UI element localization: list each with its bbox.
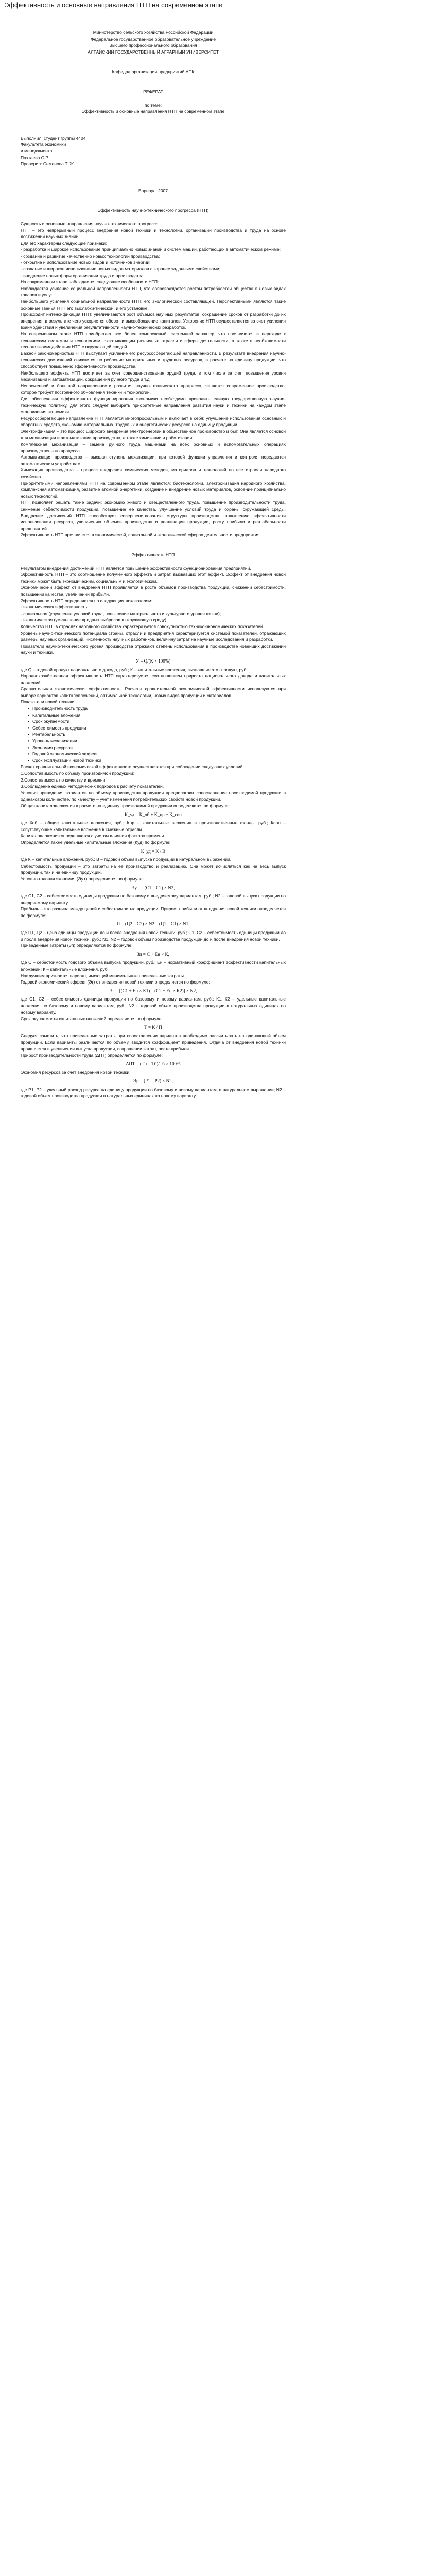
paragraph: где С – себестоимость годового объема выпуска продукции, руб.; Ен – нормативный коэффициент эффективности капитальных вложений; К – капитальные вложения, руб. xyxy=(21,960,286,972)
paragraph: Приведенные затраты (Зп) определяются по формуле: xyxy=(21,943,133,948)
paragraph: где Ц1, Ц2 – цена единицы продукции до и после внедрения новой техники, руб.; С1, С2 – себестоимость единицы продукции до и после внедрения новой техники, руб.; N1, N2 – годовой объем производства продукции до и после внедрения новой техники. xyxy=(21,930,286,942)
paragraph: Комплексная механизация – замена ручного труда машинами на всех основных и вспомогательных операциях производственного процесса. xyxy=(21,442,286,453)
university-line: АЛТАЙСКИЙ ГОСУДАРСТВЕННЫЙ АГРАРНЫЙ УНИВЕРСИТЕТ xyxy=(88,49,219,55)
paragraph: Прибыль – это разница между ценой и себестоимостью продукции. Прирост прибыли от внедрения новой техники определяется по формуле: xyxy=(21,906,286,918)
student-line: Проверил: Семенова Т. Ж. xyxy=(21,161,75,167)
education-level-line: Высшего профессионального образования xyxy=(109,43,197,48)
list-item: • Уровень механизации xyxy=(28,738,286,744)
paragraph: Эффективность НТП – это соотношение полученного эффекта и затрат, вызвавших этот эффект. Эффект от внедрения новой техники может быть экономическим, социальным и экологическим. xyxy=(21,572,286,584)
formula: К_уд = К_об + К_пр + К_соп xyxy=(125,811,182,817)
list-item: • Годовой экономический эффект xyxy=(28,751,286,757)
paragraph: Показатели научно-технического уровня производства отражают степень использования в производстве новейших достижений науки и техники. xyxy=(21,643,286,655)
paragraph: Условия приведения вариантов по объему производства продукции предполагают сопоставление производимой продукции в одинаковом количестве, по качеству – учет изменения потребительских свойств новой продукции. xyxy=(21,790,286,802)
paragraph: Наибольшего эффекта НТП достигает за счет совершенствования орудий труда, в том числе за счет повышения уровня механизации и автоматизации, сокращения ручного труда и т.д. xyxy=(21,370,286,382)
paragraph: Срок окупаемости капитальных вложений определяется по формуле: xyxy=(21,1016,163,1022)
paragraph: 1.Сопоставимость по объему производимой продукции; xyxy=(21,771,134,776)
section-heading: Эффективность НТП xyxy=(131,552,175,557)
student-line: Выполнил: студент группы 4404 xyxy=(21,135,86,141)
paragraph: где С1, С2 – себестоимость единицы продукции по базовому и внедряемому вариантам, руб.; N2 – годовой выпуск продукции по внедряемому варианту. xyxy=(21,893,286,905)
paragraph: Наилучшим признается вариант, имеющий минимальные приведенные затраты. xyxy=(21,973,185,978)
paragraph: Себестоимость продукции – это затраты на ее производство и реализацию. Она может исчисляться как на весь выпуск продукции, так и на единицу продукции. xyxy=(21,863,286,875)
paragraph: - экологическая (уменьшение вредных выбросов в окружающую среду). xyxy=(21,617,168,623)
paragraph: Для его характерны следующие признаки: xyxy=(21,240,107,246)
section-ntp-efficiency xyxy=(21,552,286,1099)
student-line: и менеджмента xyxy=(21,148,53,154)
formula: Т = К / П xyxy=(144,1024,162,1030)
formula: Эг = [(С1 + Ен × К1) – (С2 + Ен × К2)] × N2, xyxy=(109,988,197,993)
list-item: • Экономия ресурсов xyxy=(28,744,286,751)
paragraph: Эффективность НТП проявляется в экономической, социальной и экологической сферах деятельности предприятия. xyxy=(21,532,261,538)
formula: Эр = (Р1 – Р2) × N2, xyxy=(133,1078,173,1083)
paragraph: Электрификация – это процесс широкого внедрения электроэнергии в общественное производство и быт. Она является основой для механизации и автоматизации производства, а также химизации и роботизации. xyxy=(21,428,286,440)
paragraph: Экономический эффект от внедрения НТП проявляется в росте объемов производства продукции, снижении себестоимости, повышении качества, увеличении прибыли. xyxy=(21,585,286,597)
paragraph: Расчет сравнительной экономической эффективности осуществляется при соблюдении следующих условий: xyxy=(21,764,244,770)
paragraph: Уровень научно-технического потенциала страны, отрасли и предприятия характеризуется системой показателей, отражающих размеры научных организаций, численность научных работников, величину затрат на научные исследования и разработки. xyxy=(21,630,286,642)
student-line: Пахтаева С.Р. xyxy=(21,155,49,160)
paragraph: Важной закономерностью НТП выступает усиление его ресурсосберегающей направленности. В результате внедрения научно-технических достижений снижается потребление материальных и трудовых ресурсов, в расчете на единицу продукции, что способствует повышению эффективности производства. xyxy=(21,350,286,369)
paragraph: - экономическая эффективность; xyxy=(21,604,89,610)
paragraph: где Р1, Р2 – удельный расход ресурса на единицу продукции по базовому и новому вариантам, в натуральном выражении; N2 – годовой объем производства продукции в натуральных единицах по новому варианту. xyxy=(21,1087,286,1099)
student-info xyxy=(21,135,286,167)
paragraph: Химизация производства – процесс внедрения химических методов, материалов и технологий во все отрасли народного хозяйства. xyxy=(21,467,286,480)
paragraph: 2.Сопоставимость по качеству и времени; xyxy=(21,777,107,783)
topic-line: Эффективность и основные направления НТП на современном этапе xyxy=(81,109,225,114)
paragraph: НТП позволяет решать такие задачи: экономию живого и овеществленного труда, повышение производительности труда, снижение себестоимости продукции, повышение ее качества, улучшение условий труда и охраны окружающей среды. Внедрение достижений НТП способствует совершенствованию структуры производства, повышению эффективности использования ресурсов, увеличению объемов производства и реализации продукции, росту прибыли и рентабельности предприятий. xyxy=(21,500,286,531)
paragraph: - открытие и использование новых видов и источников энергии; xyxy=(21,260,151,265)
paragraph: Ресурсосберегающее направление НТП является многопрофильным и включает в себя: улучшение использования основных и оборотных средств, экономию материальных, трудовых и энергетических ресурсов на единицу продукции. xyxy=(21,415,286,428)
paragraph: Происходит интенсификация НТП: увеличиваются рост объемов научных результатов, сокращение сроков от разработки до их внедрения, в результате чего ускоряется оборот и высвобождение капиталов. Ускорение НТП осуществляется за счет усиления взаимодействия и увеличения результативности научно-технических разработок. xyxy=(21,312,286,330)
formula: К_уд = К / В xyxy=(141,848,166,854)
indicator-list xyxy=(21,705,286,764)
list-item: • Рентабельность xyxy=(28,731,286,738)
paragraph: Результатом внедрения достижений НТП является повышение эффективности функционирования предприятий. xyxy=(21,565,251,571)
formula: ΔПТ = (Тн – Тб)/Тб × 100% xyxy=(126,1061,181,1066)
title-page xyxy=(21,29,286,194)
formula: У = Q/(К × 100%) xyxy=(135,658,171,664)
paragraph: - создание и развитие качественно новых технологий производства; xyxy=(21,253,160,259)
paragraph: 3.Соблюдение единых методических подходов к расчету показателей. xyxy=(21,784,164,789)
list-item: • Срок эксплуатации новой техники xyxy=(28,757,286,764)
paragraph: Общая капиталовложения в расчете на единицу производимой продукции определяются по формуле: xyxy=(21,803,230,808)
paragraph: Количество НТП в отраслях народного хозяйства характеризуется совокупностью технико-экономических показателей. xyxy=(21,623,265,629)
section-heading: Эффективность научно-технического прогресса (НТП) xyxy=(97,208,209,213)
formula: Зп = С + Ен × К, xyxy=(137,951,169,957)
ministry-line: Министерство сельского хозяйства Российской Федерации xyxy=(93,30,214,35)
list-item: • Капитальные вложения xyxy=(28,712,286,719)
list-item: • Срок окупаемости xyxy=(28,718,286,725)
list-item: • Производительность труда xyxy=(28,705,286,712)
paragraph: Капиталовложения определяются с учетом влияния фактора времени. xyxy=(21,833,165,839)
page-title: Эффективность и основные направления НТП на современном этапе xyxy=(0,0,436,23)
paragraph: НТП – это непрерывный процесс внедрения новой техники и технологии, организации производства и труда на основе достижений научных знаний. xyxy=(21,227,286,240)
city-year: Барнаул, 2007 xyxy=(138,188,168,193)
paragraph: Непременной и большой направленности развития научно-технического прогресса, является современное производство, которое требует постоянного обновления техники и технологии. xyxy=(21,383,286,395)
paragraph: Условно-годовая экономия (Эу.г) определяется по формуле: xyxy=(21,876,144,882)
paragraph: Приоритетными направлениями НТП на современном этапе являются: биотехнологии, электронизация народного хозяйства, комплексная автоматизация, развитие атомной энергетики, создание и внедрение новых материалов, освоение принципиально новых технологий. xyxy=(21,480,286,499)
paragraph: - создание и широкое использование новых видов материалов с заранее заданными свойствами; xyxy=(21,266,221,272)
paragraph: Показатели новой техники: xyxy=(21,699,76,705)
paragraph: Сущность и основные направления научно-технического прогресса xyxy=(21,221,159,226)
section-ntp-essence xyxy=(21,207,286,538)
paragraph: Автоматизация производства – высшая ступень механизации, при которой функции управления и контроля передаются автоматическим устройствам. xyxy=(21,454,286,466)
paragraph: Эффективность НТП определяется по следующим показателям: xyxy=(21,598,153,603)
paragraph: Народнохозяйственная эффективность НТП характеризуется соотношением прироста национального дохода и капитальных вложений. xyxy=(21,673,286,685)
paragraph: Для обеспечения эффективного функционирования экономики необходимо проводить единую государственную научно-техническую политику, для этого следует выбирать приоритетные направления развития науки и техники на каждом этапе становления экономики. xyxy=(21,396,286,415)
paragraph: где К – капитальные вложения, руб.; В – годовой объем выпуска продукции в натуральном выражении. xyxy=(21,857,232,862)
paragraph: На современном этапе наблюдается следующие особенности НТП: xyxy=(21,279,159,285)
paragraph: На современном этапе НТП приобретает все более комплексный, системный характер, что проявляется в переходе к техническим системам и технологиям, охватывающим различные отрасли и сферы деятельности, а также в необходимости тесного взаимодействия НТП с окружающей средой. xyxy=(21,331,286,350)
formula: П = (Ц2 – С2) × N2 – (Ц1 – С1) × N1, xyxy=(116,921,190,927)
paragraph: где Коб – общие капитальные вложения, руб.; Кпр – капитальные вложения в производственные фонды, руб.; Ксоп – сопутствующие капитальные вложения в смежные отрасли. xyxy=(21,820,286,832)
document-body xyxy=(21,23,286,1099)
paragraph: Прирост производительности труда (ΔПТ) определяется по формуле: xyxy=(21,1053,163,1058)
paragraph: Годовой экономический эффект (Эг) от внедрения новой техники определяется по формуле: xyxy=(21,979,210,985)
paragraph: - социальная (улучшение условий труда, повышение материального и культурного уровня жизни); xyxy=(21,611,221,616)
paragraph: Следует заметить, что приведенные затраты при сопоставлении вариантов необходимо рассчитывать на одинаковый объем продукции. Если варианты различаются по объему, вводится коэффициент приведения. Отдача от внедрения новой техники проявляется в увеличении выпуска продукции, сокращении затрат, росте прибыли. xyxy=(21,1033,286,1052)
formula: Эу.г = (С1 – С2) × N2, xyxy=(131,885,175,890)
paragraph: - внедрение новых форм организации труда и производства. xyxy=(21,273,145,278)
paragraph: где С1, С2 – себестоимость единицы продукции по базовому и новому вариантам, руб.; К1, К2 – удельные капитальные вложения по базовому и новому вариантам, руб.; N2 – годовой объем производства продукции в натуральных единицах по новому варианту. xyxy=(21,996,286,1015)
paragraph: - разработка и широкое использование принципиально новых знаний и систем машин, работающих в автоматическом режиме; xyxy=(21,247,281,252)
paragraph: где Q – годовой продукт национального дохода, руб.; К – капитальные вложения, вызвавшие этот продукт, руб. xyxy=(21,667,248,672)
paragraph: Определяется также удельные капитальные вложения (Куд) по формуле: xyxy=(21,839,171,845)
on-topic-label: по теме: xyxy=(144,102,162,108)
paragraph: Экономия ресурсов за счет внедрения новой техники: xyxy=(21,1070,131,1075)
paragraph: Наблюдается усиление социальной направленности НТП, что сопровождается ростом потребностей общества в новых видах товаров и услуг. xyxy=(21,285,286,298)
list-item: • Себестоимость продукции xyxy=(28,725,286,732)
agency-line: Федеральное государственное образовательное учреждение xyxy=(91,36,216,42)
paragraph: Наибольшего усиления социальной направленности НТП, его экологической составляющей, Перспективными являются такие основные звенья НТП его выслабки-тической, и его установке. xyxy=(21,299,286,311)
work-type: РЕФЕРАТ xyxy=(143,89,163,94)
student-line: Факультета экономики xyxy=(21,142,66,147)
paragraph: Сравнительная экономическая эффективность. Расчеты сравнительной экономической эффективности используются при выборе вариантов капиталовложений, оптимальной технологии, новых видов продукции и материалов. xyxy=(21,686,286,698)
department-line: Кафедра организации предприятий АПК xyxy=(112,69,195,75)
